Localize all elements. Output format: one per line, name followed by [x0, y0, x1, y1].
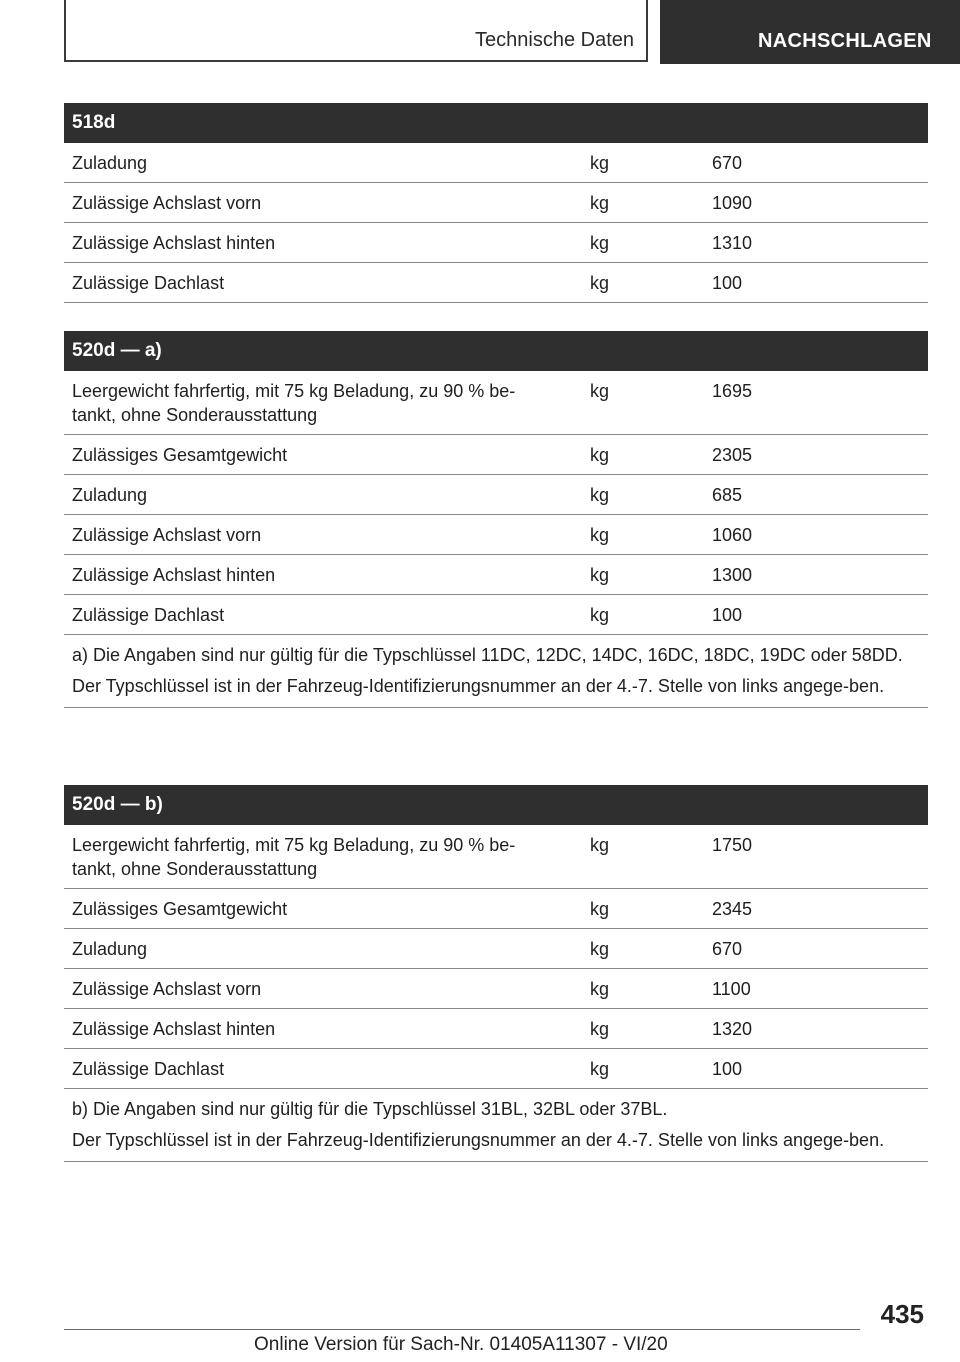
row-value: 685: [712, 484, 743, 505]
row-label: Zulässige Achslast vorn: [72, 978, 262, 999]
table-row: [64, 143, 928, 183]
table-row: [64, 825, 928, 889]
row-value: 100: [712, 604, 743, 625]
row-label: Zulässige Achslast hinten: [72, 1018, 276, 1039]
row-label-line-1: Leergewicht fahrfertig, mit 75 kg Beladung, zu 90 % be-: [72, 835, 516, 855]
row-label-line-1: Leergewicht fahrfertig, mit 75 kg Beladung, zu 90 % be-: [72, 381, 516, 401]
footer-version-text: Online Version für Sach-Nr. 01405A11307 - VI/20: [254, 1334, 668, 1355]
table-row: [64, 1049, 928, 1089]
table-heading: 518d: [64, 103, 928, 143]
row-unit: kg: [590, 484, 610, 505]
table-row: [64, 371, 928, 435]
row-unit: kg: [590, 192, 610, 213]
row-label: Zuladung: [72, 152, 148, 173]
row-unit: kg: [590, 272, 610, 293]
chapter-title: NACHSCHLAGEN: [758, 30, 932, 52]
section-title: Technische Daten: [475, 29, 634, 51]
table-heading: 520d — a): [64, 331, 928, 371]
table-row: [64, 595, 928, 635]
row-unit: kg: [590, 381, 610, 401]
table-footnotes: [64, 635, 928, 708]
row-value: 1060: [712, 524, 753, 545]
footnote: Der Typschlüssel ist in der Fahrzeug-Identifizierungsnummer an der 4.-7. Stelle von links angege-ben.: [72, 676, 885, 696]
row-unit: kg: [590, 978, 610, 999]
row-value: 1100: [712, 978, 751, 999]
table-row: [64, 929, 928, 969]
row-label: Zulässige Achslast vorn: [72, 524, 262, 545]
row-unit: kg: [590, 524, 610, 545]
row-label: Zulässige Achslast vorn: [72, 192, 262, 213]
footnote: b) Die Angaben sind nur gültig für die Typschlüssel 31BL, 32BL oder 37BL.: [72, 1099, 668, 1119]
row-unit: kg: [590, 604, 610, 625]
row-unit: kg: [590, 835, 610, 855]
footer-divider: [64, 1329, 860, 1330]
header-chapter-tab: [660, 0, 960, 64]
row-value: 670: [712, 152, 743, 173]
row-unit: kg: [590, 152, 610, 173]
row-value: 1320: [712, 1018, 753, 1039]
table-row: [64, 889, 928, 929]
table-row: [64, 475, 928, 515]
table-row: [64, 515, 928, 555]
spec-table-518d: [64, 103, 928, 303]
spec-table-520d-a: [64, 331, 928, 708]
header-section-box: [64, 0, 648, 62]
row-value: 100: [712, 1058, 743, 1079]
row-unit: kg: [590, 564, 610, 585]
row-label: Zuladung: [72, 484, 148, 505]
row-unit: kg: [590, 938, 610, 959]
row-label: Zulässige Achslast hinten: [72, 232, 276, 253]
row-label: Zulässige Dachlast: [72, 272, 225, 293]
table-row: [64, 183, 928, 223]
page-number: 435: [880, 1299, 924, 1329]
row-label: Zulässiges Gesamtgewicht: [72, 898, 288, 919]
row-label: [64, 379, 590, 427]
table-heading: 520d — b): [64, 785, 928, 825]
row-label-line-2: tankt, ohne Sonderausstattung: [72, 405, 318, 425]
row-label: Zulässiges Gesamtgewicht: [72, 444, 288, 465]
footnote: Der Typschlüssel ist in der Fahrzeug-Identifizierungsnummer an der 4.-7. Stelle von links angege-ben.: [72, 1130, 885, 1150]
row-unit: kg: [590, 232, 610, 253]
row-value: 100: [712, 272, 743, 293]
spec-table-520d-b: [64, 785, 928, 1162]
table-row: [64, 1009, 928, 1049]
row-label: Zulässige Achslast hinten: [72, 564, 276, 585]
row-value: 1695: [712, 381, 753, 401]
row-value: 1090: [712, 192, 753, 213]
row-value: 1750: [712, 835, 753, 855]
row-value: 1310: [712, 232, 753, 253]
table-row: [64, 223, 928, 263]
row-label-line-2: tankt, ohne Sonderausstattung: [72, 859, 318, 879]
row-unit: kg: [590, 444, 610, 465]
table-footnotes: [64, 1089, 928, 1162]
row-label: Zulässige Dachlast: [72, 604, 225, 625]
row-value: 670: [712, 938, 743, 959]
row-label: [64, 833, 590, 881]
row-value: 2305: [712, 444, 753, 465]
row-unit: kg: [590, 1058, 610, 1079]
row-unit: kg: [590, 898, 610, 919]
row-unit: kg: [590, 1018, 610, 1039]
row-label: Zuladung: [72, 938, 148, 959]
row-value: 2345: [712, 898, 753, 919]
row-label: Zulässige Dachlast: [72, 1058, 225, 1079]
table-row: [64, 263, 928, 303]
table-row: [64, 969, 928, 1009]
footnote: a) Die Angaben sind nur gültig für die Typschlüssel 11DC, 12DC, 14DC, 16DC, 18DC, 19DC oder 58DD.: [72, 645, 903, 665]
table-row: [64, 555, 928, 595]
row-value: 1300: [712, 564, 753, 585]
table-row: [64, 435, 928, 475]
